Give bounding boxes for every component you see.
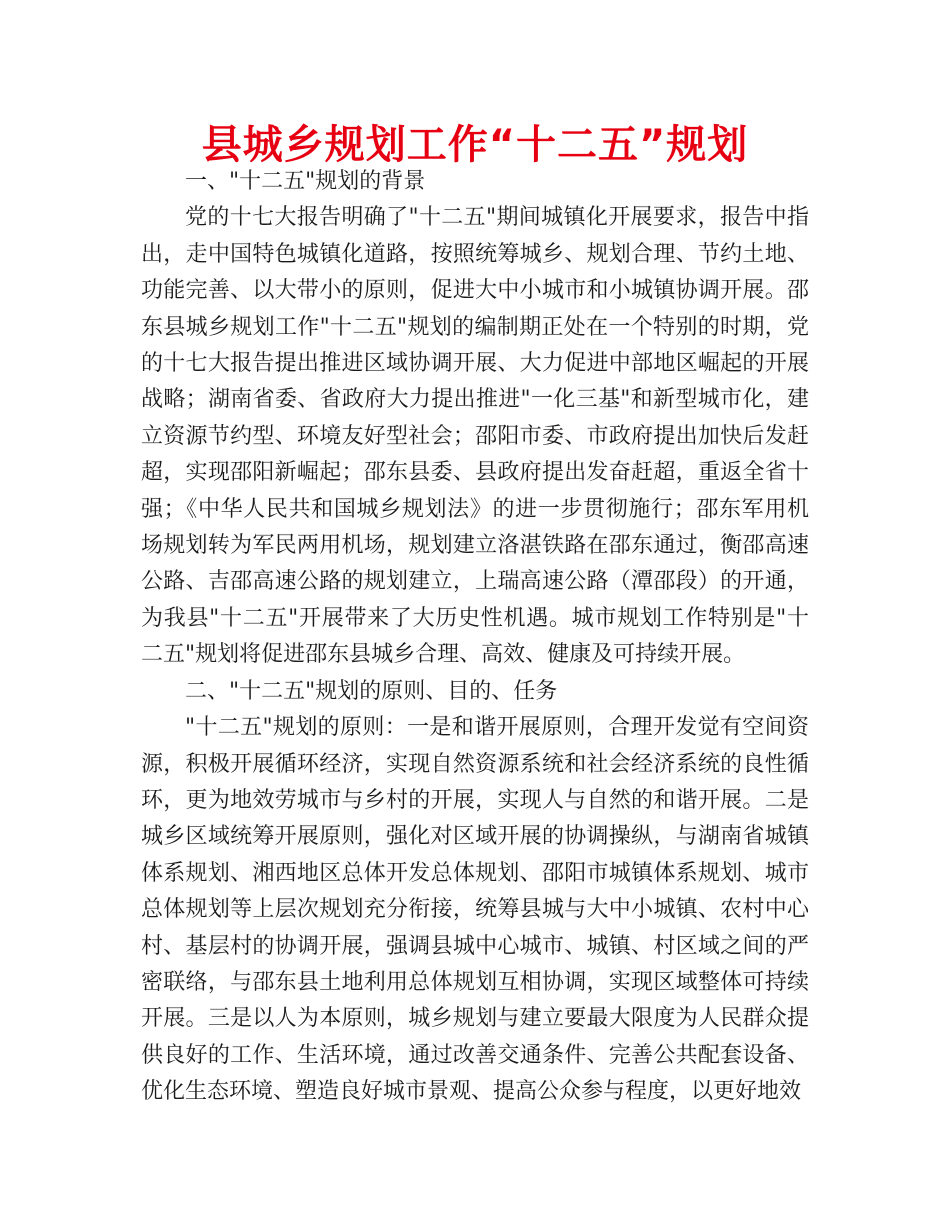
- section-heading-background: 一、"十二五"规划的背景: [185, 169, 426, 194]
- paragraph-principles: "十二五"规划的原则：一是和谐开展原则，合理开发觉有空间资源，积极开展循环经济，实现自然资源系统和社会经济系统的良性循环，更为地效劳城市与乡村的开展，实现人与自然的和谐开展。二是城乡区域统筹开展原则，强化对区域开展的协调操纵，与湖南省城镇体系规划、湘西地区总体开发总体规划、邵阳市城镇体系规划、城市总体规划等上层次规划充分衔接，统筹县城与大中小城镇、农村中心村、基层村的协调开展，强调县城中心城市、城镇、村区域之间的严密联络，与邵东县土地利用总体规划互相协调，实现区域整体可持续开展。三是以人为本原则，城乡规划与建立要最大限度为人民群众提供良好的工作、生活环境，通过改善交通条件、完善公共配套设备、优化生态环境、塑造良好城市景观、提高公众参与程度，以更好地效: [141, 715, 809, 1105]
- section-heading-principles: 二、"十二五"规划的原则、目的、任务: [185, 678, 558, 704]
- document-body: [141, 164, 809, 1111]
- page-title: 县城乡规划工作“十二五”规划: [201, 122, 749, 168]
- paragraph-background: 党的十七大报告明确了"十二五"期间城镇化开展要求，报告中指出，走中国特色城镇化道路，按照统筹城乡、规划合理、节约土地、功能完善、以大带小的原则，促进大中小城市和小城镇协调开展。邵东县城乡规划工作"十二五"规划的编制期正处在一个特别的时期，党的十七大报告提出推进区域协调开展、大力促进中部地区崛起的开展战略；湖南省委、省政府大力提出推进"一化三基"和新型城市化，建立资源节约型、环境友好型社会；邵阳市委、市政府提出加快后发赶超，实现邵阳新崛起；邵东县委、县政府提出发奋赶超，重返全省十强；《中华人民共和国城乡规划法》的进一步贯彻施行；邵东军用机场规划转为军民两用机场，规划建立洛湛铁路在邵东通过，衡邵高速公路、吉邵高速公路的规划建立，上瑞高速公路（潭邵段）的开通，为我县"十二五"开展带来了大历史性机遇。城市规划工作特别是"十二五"规划将促进邵东县城乡合理、高效、健康及可持续开展。: [141, 205, 809, 668]
